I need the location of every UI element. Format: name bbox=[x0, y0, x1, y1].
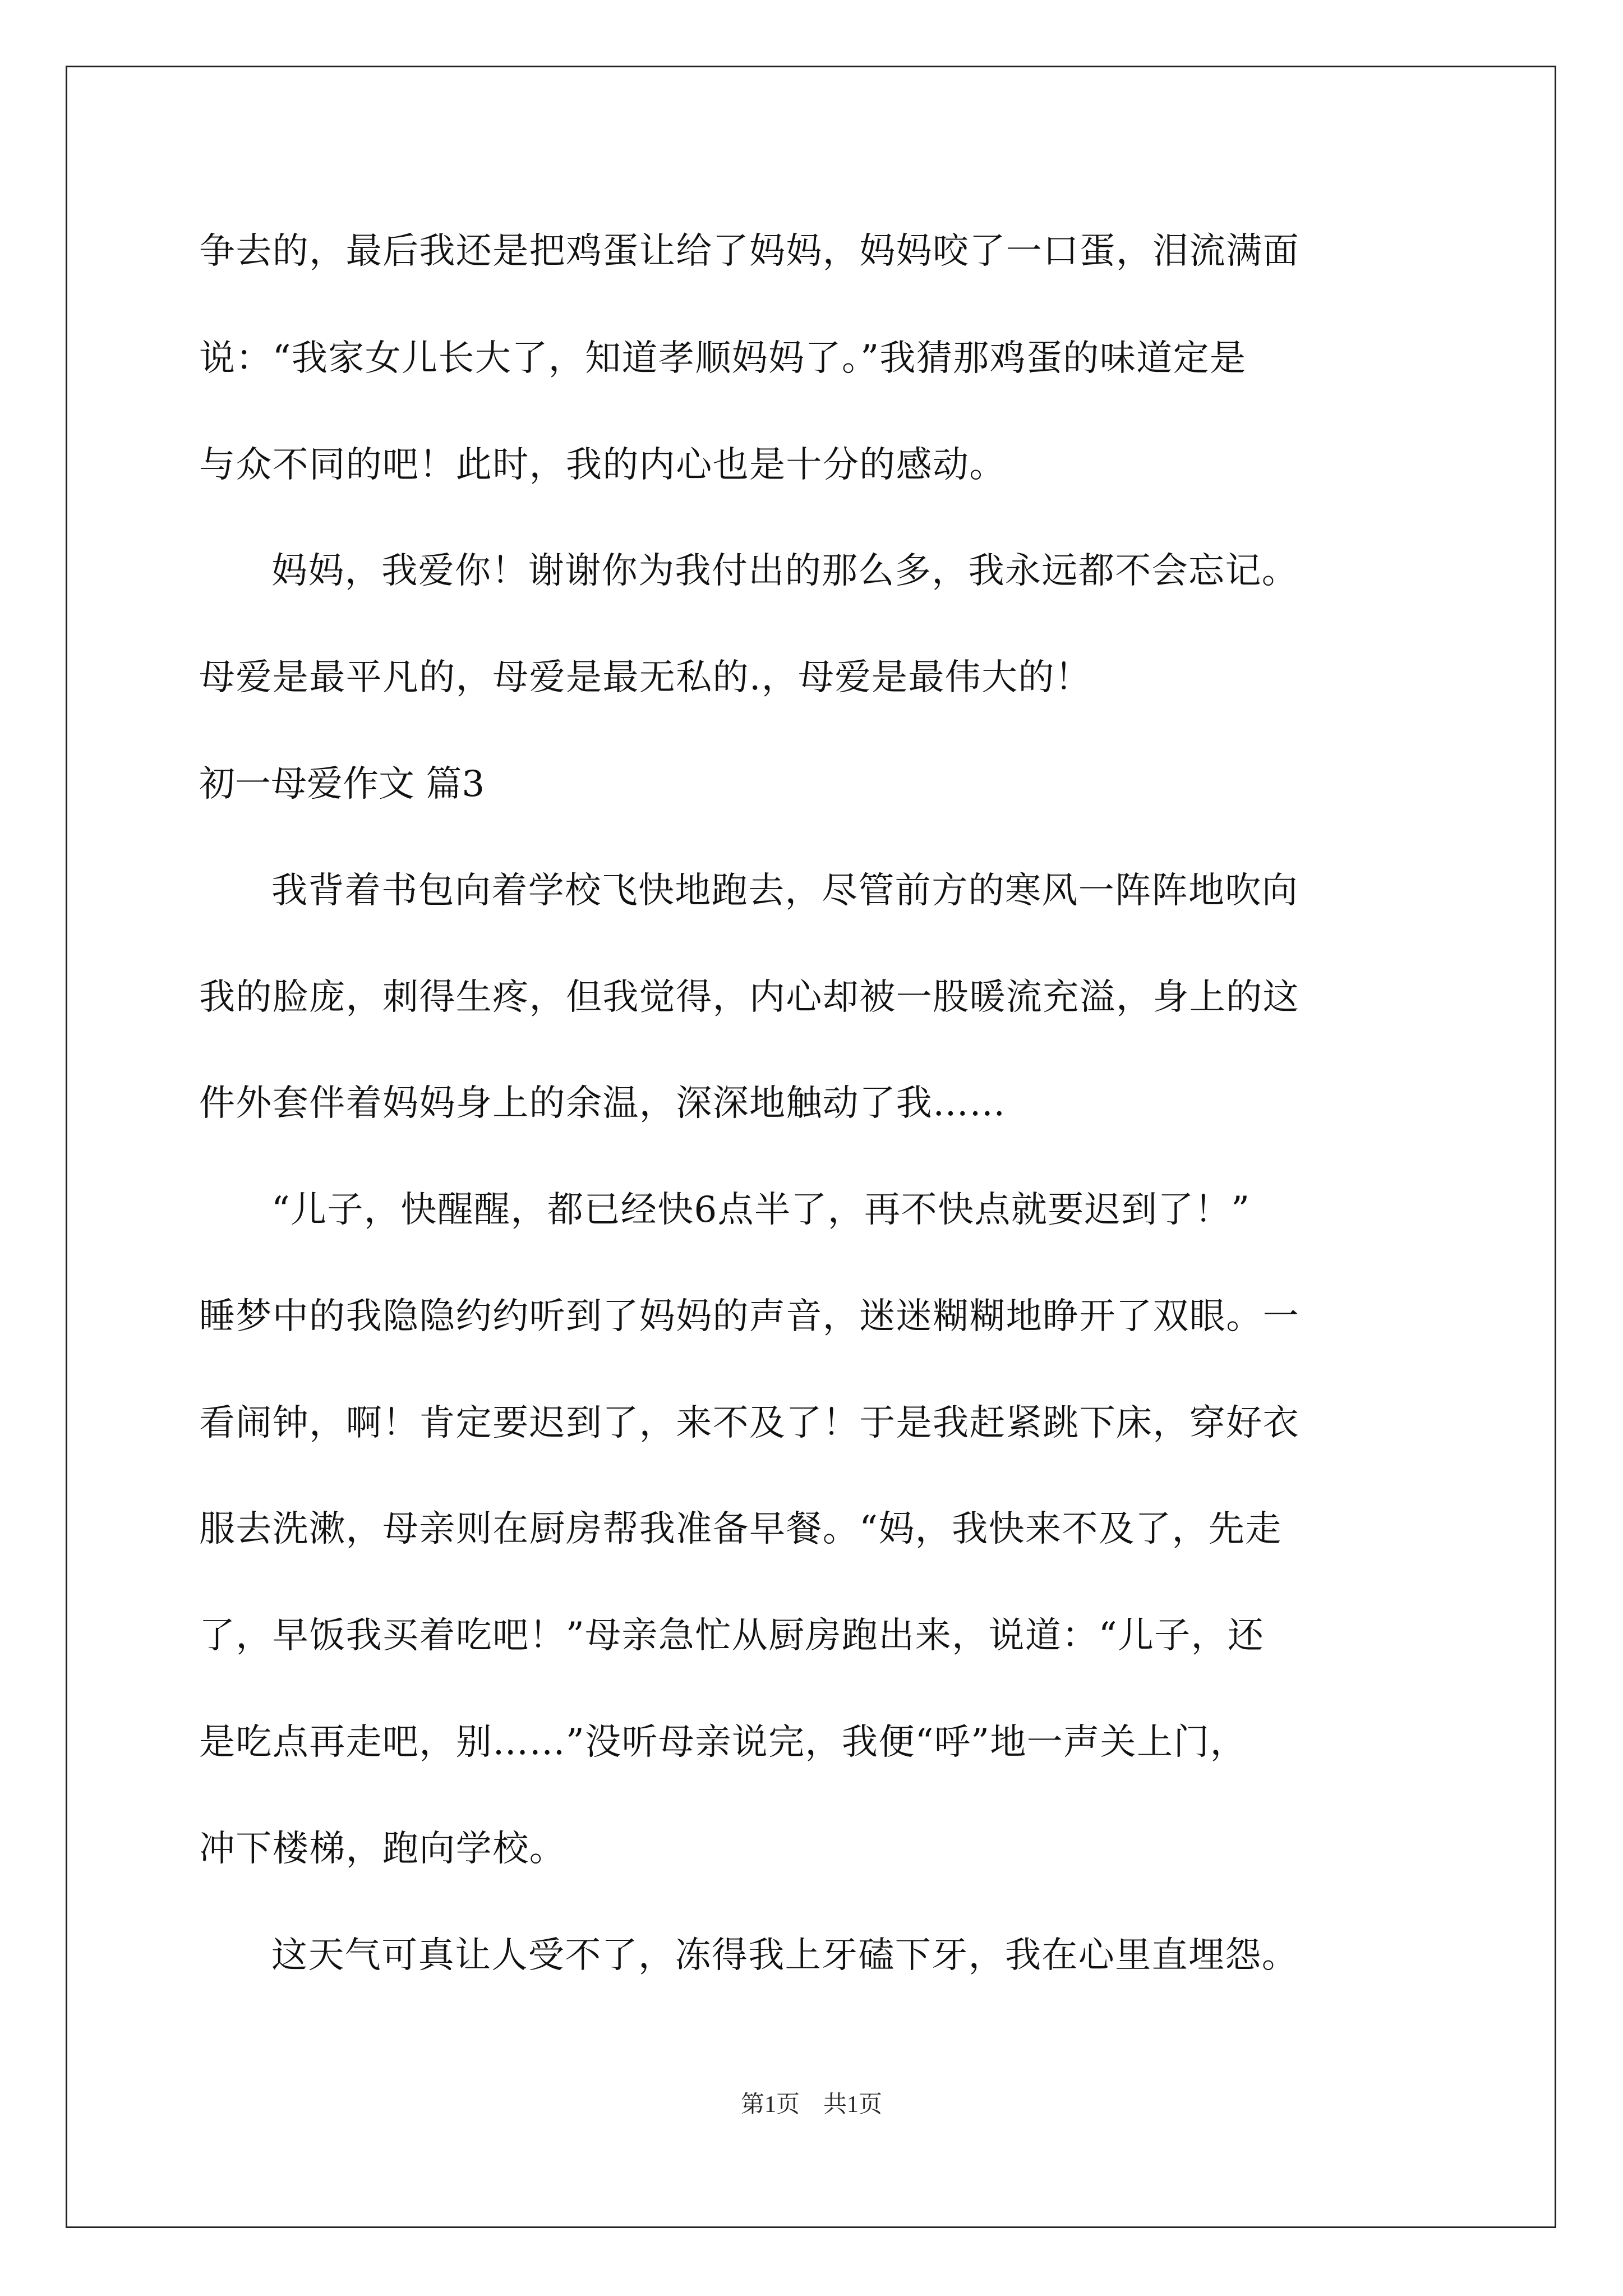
paragraph-line: 了，早饭我买着吃吧！”母亲急忙从厨房跑出来，说道：“儿子，还 bbox=[199, 1615, 1265, 1657]
paragraph-line: 是吃点再走吧，别……”没听母亲说完，我便“呼”地一声关上门， bbox=[199, 1722, 1247, 1763]
paragraph-line: 件外套伴着妈妈身上的余温，深深地触动了我…… bbox=[199, 1083, 1006, 1124]
page-footer: 第1页 共1页 bbox=[740, 2092, 882, 2118]
section-heading: 初一母爱作文 篇3 bbox=[199, 763, 485, 805]
paragraph-line: 看闹钟，啊！肯定要迟到了，来不及了！于是我赶紧跳下床，穿好衣 bbox=[199, 1402, 1299, 1444]
paragraph-line: 我的脸庞，刺得生疼，但我觉得，内心却被一股暖流充溢，身上的这 bbox=[199, 977, 1299, 1018]
paragraph-line: 母爱是最平凡的，母爱是最无私的.，母爱是最伟大的！ bbox=[199, 657, 1092, 698]
paragraph-line: 与众不同的吧！此时，我的内心也是十分的感动。 bbox=[199, 444, 1006, 486]
paragraph-line: 争去的，最后我还是把鸡蛋让给了妈妈，妈妈咬了一口蛋，泪流满面 bbox=[199, 231, 1299, 272]
paragraph-line: 服去洗漱，母亲则在厨房帮我准备早餐。“妈，我快来不及了，先走 bbox=[199, 1508, 1282, 1550]
paragraph-line: “儿子，快醒醒，都已经快6点半了，再不快点就要迟到了！” bbox=[271, 1189, 1251, 1231]
paragraph-line: 妈妈，我爱你！谢谢你为我付出的那么多，我永远都不会忘记。 bbox=[271, 550, 1299, 592]
paragraph-line: 睡梦中的我隐隐约约听到了妈妈的声音，迷迷糊糊地睁开了双眼。一 bbox=[199, 1296, 1299, 1337]
paragraph-line: 说：“我家女儿长大了，知道孝顺妈妈了。”我猜那鸡蛋的味道定是 bbox=[199, 338, 1247, 379]
paragraph-line: 这天气可真让人受不了，冻得我上牙磕下牙，我在心里直埋怨。 bbox=[271, 1935, 1299, 1976]
paragraph-line: 我背着书包向着学校飞快地跑去，尽管前方的寒风一阵阵地吹向 bbox=[271, 870, 1299, 912]
page-border bbox=[66, 66, 1556, 2228]
paragraph-line: 冲下楼梯，跑向学校。 bbox=[199, 1828, 566, 1870]
